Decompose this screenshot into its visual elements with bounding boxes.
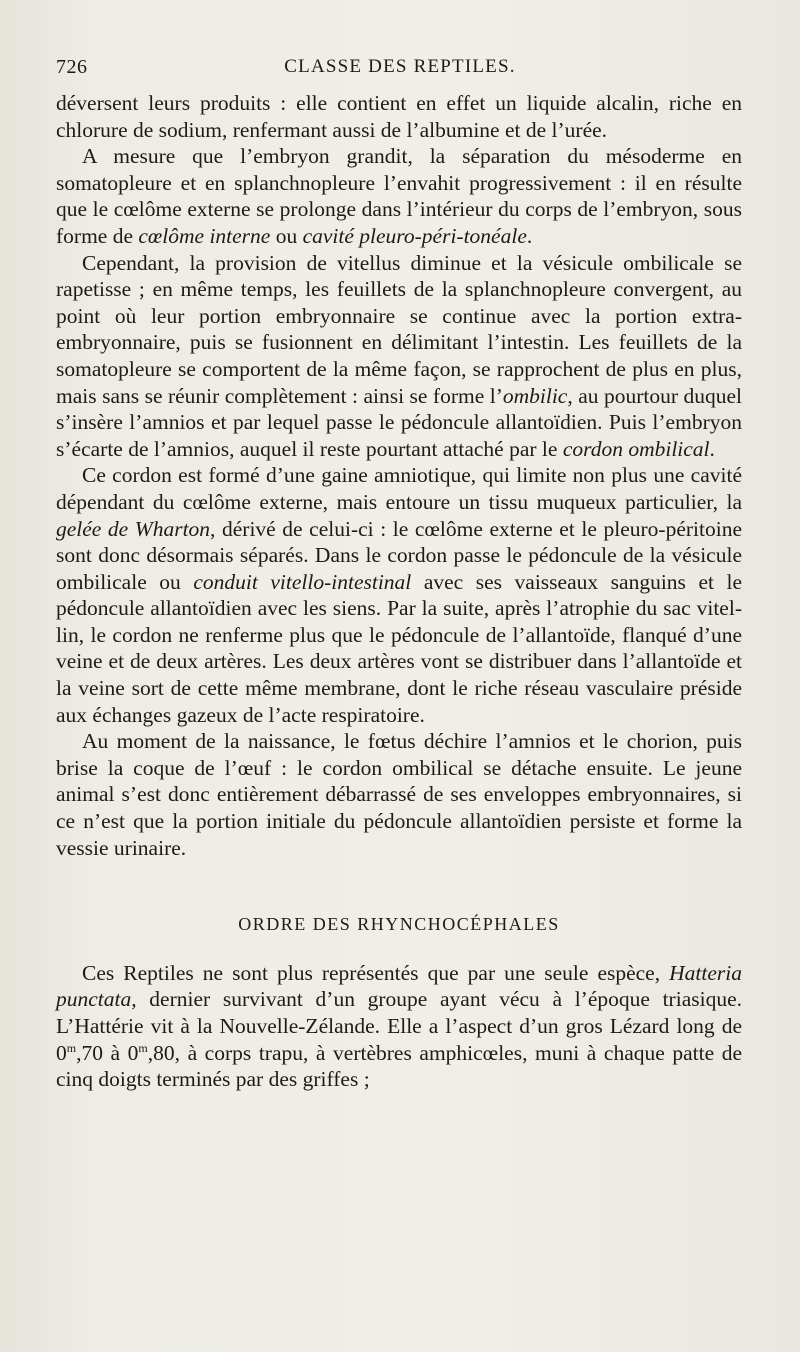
italic-text: gelée de Wharton (56, 516, 211, 541)
italic-text: ombilic (502, 383, 568, 408)
superscript-text: m (138, 1040, 148, 1055)
italic-text: Hatteria punctata (56, 960, 742, 1012)
section-heading: ORDRE DES RHYNCHOCÉPHALES (238, 914, 560, 935)
running-head: CLASSE DES REPTILES. (284, 56, 516, 77)
text-run: ,70 à 0 (76, 1040, 139, 1065)
paragraph (56, 462, 742, 728)
page-number: 726 (56, 56, 88, 78)
italic-text: cavité pleuro-péri-tonéale (302, 223, 527, 248)
text-run: , au pourtour duquel s’insère l’amnios et par lequel passe le pédoncule allantoïdien. Puis l’embryon s’écarte de l’amnios, auquel il reste pourtant attaché par le (56, 383, 742, 461)
section-paragraph (56, 960, 742, 1093)
paragraph (56, 143, 742, 249)
text-run: ,80, à corps trapu, à vertèbres amphicœles, muni à chaque patte de cinq doigts terminés par des griffes ; (56, 1040, 742, 1092)
superscript-text: m (66, 1040, 77, 1055)
text-run: A mesure que l’embryon grandit, la séparation du mésoderme en somatopleure et en splanchnopleure l’envahit progressivement : il en résulte que le cœlôme externe se prolonge dans l’intérieur du corps de l’embryon, sous forme de (56, 144, 742, 248)
paragraph (56, 250, 742, 463)
text-run: . (526, 223, 533, 248)
italic-text: conduit vitello-intestinal (193, 569, 412, 594)
text-run: Cependant, la provision de vitellus diminue et la vésicule ombilicale se rapetisse ; en même temps, les feuillets de la splanchnopleure convergent, au point où leur portion embryonnaire se continue avec la portion extra-embryonnaire, puis se fusionnent en délimitant l’intestin. Les feuillets de la somatopleure se comportent de la même façon, se rapprochent de plus en plus, mais sans se réunir complètement : ainsi se forme l’ (56, 250, 742, 408)
italic-text: cordon ombilical (562, 436, 710, 461)
text-run: ou (270, 223, 303, 248)
italic-text: cœlôme interne (138, 223, 271, 248)
text-run: , dernier survivant d’un groupe ayant vécu à l’époque triasique. L’Hattérie vit à la Nouvelle-Zélande. Elle a l’aspect d’un gros Lézard long de 0 (56, 987, 742, 1065)
paragraph (56, 90, 742, 143)
body-text (56, 90, 742, 1093)
page-header (56, 56, 744, 84)
text-run: avec ses vaisseaux sanguins et le pédoncule allantoïdien avec les siens. Par la suite, après l’atrophie du sac vitellin, le cordon ne renferme plus que le pédoncule de l’allantoïde, flanqué d’une veine et de deux artères. Les deux artères vont se distribuer dans l’allantoïde et la veine sort de cette même membrane, dont le riche réseau vasculaire préside aux échanges gazeux de l’acte respiratoire. (56, 569, 743, 727)
text-run: déversent leurs produits : elle contient en effet un liquide alcalin, riche en chlorure de sodium, renfermant aussi de l’albumine et de l’urée. (56, 91, 742, 142)
text-run: , dérivé de celui-ci : le cœlôme externe et le pleuro-péritoine sont donc désormais séparés. Dans le cordon passe le pédoncule de la vésicule ombilicale ou (56, 516, 742, 594)
text-run: Ces Reptiles ne sont plus représentés que par une seule espèce, (82, 960, 670, 985)
text-run: . (709, 436, 715, 461)
text-run: Ce cordon est formé d’une gaine amniotique, qui limite non plus une cavité dépendant du cœlôme externe, mais entoure un tissu muqueux particulier, la (56, 463, 742, 514)
paragraph (56, 728, 742, 861)
text-run: Au moment de la naissance, le fœtus déchire l’amnios et le chorion, puis brise la coque de l’œuf : le cordon ombilical se détache ensuite. Le jeune animal s’est donc entièrement débarrassé de ses enveloppes embryonnaires, si ce n’est que la portion initiale du pédoncule allantoïdien persiste et forme la vessie urinaire. (56, 729, 742, 860)
